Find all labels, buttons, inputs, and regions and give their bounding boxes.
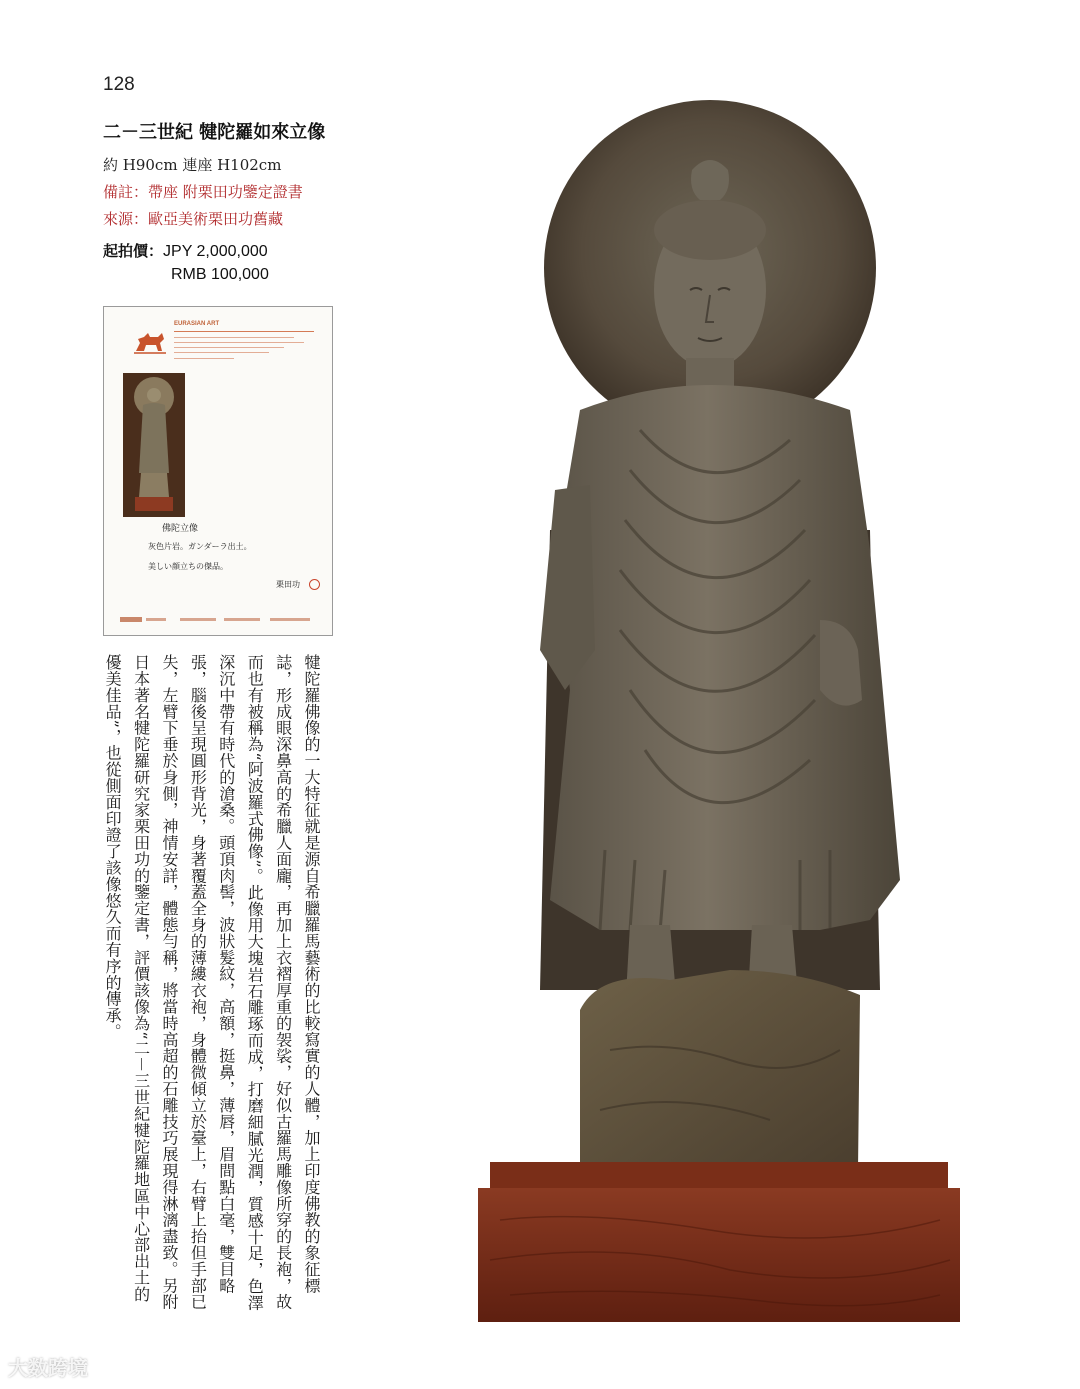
handwriting-line-2: 灰色片岩。ガンダーラ出土。 — [148, 542, 252, 551]
handwriting-line-1: 佛陀立像 — [162, 524, 199, 534]
certificate-photo — [123, 373, 185, 517]
note: 備註：帶座 附栗田功鑒定證書 — [103, 183, 303, 201]
certificate-brand: EURASIAN ART — [174, 321, 220, 327]
lot-title: 二－三世紀 犍陀羅如來立像 — [103, 122, 326, 143]
dimensions: 約 H90cm 連座 H102cm — [103, 156, 282, 174]
certificate-footer — [120, 615, 318, 623]
provenance: 來源：歐亞美術栗田功舊藏 — [103, 210, 284, 228]
price-jpy: JPY 2,000,000 — [163, 243, 268, 260]
lot-number: 128 — [103, 74, 135, 95]
body-text: 犍陀羅佛像的一大特征就是源自希臘羅馬藝術的比較寫實的人體，加上印度佛教的象征標誌，形成眼深鼻高的希臘人面龐，再加上衣褶厚重的袈裟，好似古羅馬雕像所穿的長袍，故而也有被稱為“阿波羅式佛像”。此像用大塊岩石雕琢而成，打磨細膩光潤，質感十足，色澤深沉中帶有時代的滄桑。頭頂肉髻，波狀髮紋，高額，挺鼻，薄唇，眉間點白毫，雙目略張，腦後呈現圓形背光，身著覆蓋全身的薄縷衣袍，身體微傾立於臺上，右臂上抬但手部已失，左臂下垂於身側，神情安詳，體態勻稱，將當時高超的石雕技巧展現得淋漓盡致。另附日本著名犍陀羅研究家栗田功的鑒定書，評價該像為“二－三世紀犍陀羅地區中心部出土的優美佳品”，也從側面印證了該像悠久而有序的傳承。 — [103, 654, 321, 1311]
certificate-image — [103, 306, 333, 636]
starting-price-label: 起拍價： — [103, 242, 164, 260]
watermark: 大数跨境 — [8, 1356, 88, 1380]
seal-stamp — [309, 579, 320, 590]
buddha-statue-image — [470, 90, 970, 1330]
price-rmb: RMB 100,000 — [171, 266, 269, 283]
handwriting-signature: 栗田功 — [276, 580, 300, 589]
handwriting-line-3: 美しい顔立ちの傑品。 — [148, 562, 228, 571]
horse-logo-icon — [132, 329, 168, 355]
starting-price-row — [103, 240, 268, 261]
